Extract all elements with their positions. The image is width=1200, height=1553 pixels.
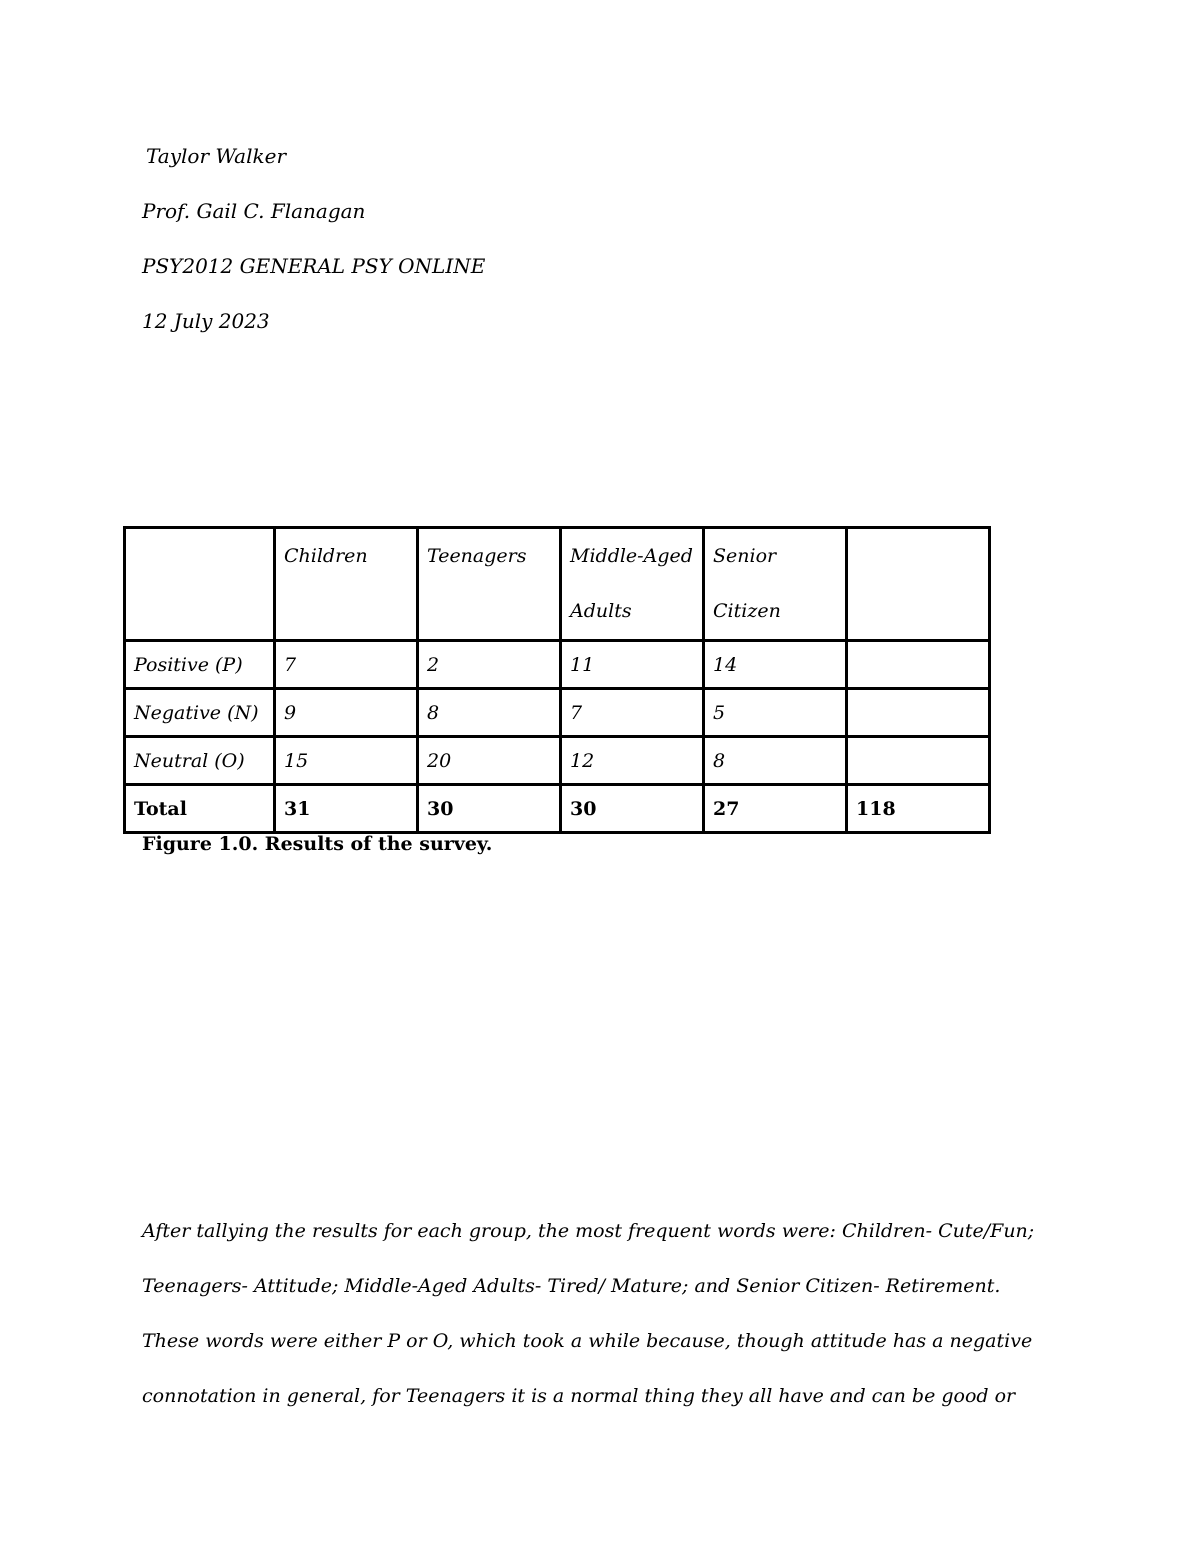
cell-value: 15 bbox=[275, 737, 418, 785]
header-cell-children: Children bbox=[275, 528, 418, 641]
course-name: PSY2012 GENERAL PSY ONLINE bbox=[142, 254, 486, 278]
cell-value bbox=[847, 737, 990, 785]
figure-caption: Figure 1.0. Results of the survey. bbox=[142, 833, 493, 855]
cell-value: 30 bbox=[561, 785, 704, 833]
table-row-neutral bbox=[125, 737, 990, 785]
cell-value: 27 bbox=[704, 785, 847, 833]
header-cell-teenagers: Teenagers bbox=[418, 528, 561, 641]
cell-value: 8 bbox=[418, 689, 561, 737]
cell-value: 14 bbox=[704, 641, 847, 689]
cell-value: 31 bbox=[275, 785, 418, 833]
row-label: Positive (P) bbox=[125, 641, 275, 689]
row-label: Total bbox=[125, 785, 275, 833]
paragraph-line: connotation in general, for Teenagers it is a normal thing they all have and can be good or bbox=[142, 1385, 1016, 1407]
cell-value: 30 bbox=[418, 785, 561, 833]
paragraph-line: Teenagers- Attitude; Middle-Aged Adults- Tired/ Mature; and Senior Citizen- Retirement. bbox=[142, 1275, 1001, 1297]
author-name: Taylor Walker bbox=[146, 144, 287, 168]
row-label: Neutral (O) bbox=[125, 737, 275, 785]
body-paragraph bbox=[142, 1204, 1042, 1424]
paragraph-line: After tallying the results for each group, the most frequent words were: Children- Cute/Fun; bbox=[142, 1220, 1035, 1242]
cell-value: 11 bbox=[561, 641, 704, 689]
paragraph-line: These words were either P or O, which took a while because, though attitude has a negative bbox=[142, 1330, 1033, 1352]
cell-value: 118 bbox=[847, 785, 990, 833]
table-row-positive bbox=[125, 641, 990, 689]
cell-value: 7 bbox=[275, 641, 418, 689]
cell-value bbox=[847, 641, 990, 689]
header-cell-middle-aged: Middle-Aged Adults bbox=[561, 528, 704, 641]
cell-value bbox=[847, 689, 990, 737]
cell-value: 7 bbox=[561, 689, 704, 737]
document-date: 12 July 2023 bbox=[142, 309, 270, 333]
professor-name: Prof. Gail C. Flanagan bbox=[142, 199, 366, 223]
cell-value: 8 bbox=[704, 737, 847, 785]
table-row-negative bbox=[125, 689, 990, 737]
cell-value: 12 bbox=[561, 737, 704, 785]
table-header-row bbox=[125, 528, 990, 641]
cell-value: 5 bbox=[704, 689, 847, 737]
survey-results-table bbox=[123, 526, 991, 834]
header-cell-total-empty bbox=[847, 528, 990, 641]
cell-value: 2 bbox=[418, 641, 561, 689]
cell-value: 20 bbox=[418, 737, 561, 785]
table-row-total bbox=[125, 785, 990, 833]
header-cell-empty bbox=[125, 528, 275, 641]
row-label: Negative (N) bbox=[125, 689, 275, 737]
cell-value: 9 bbox=[275, 689, 418, 737]
header-cell-senior: Senior Citizen bbox=[704, 528, 847, 641]
